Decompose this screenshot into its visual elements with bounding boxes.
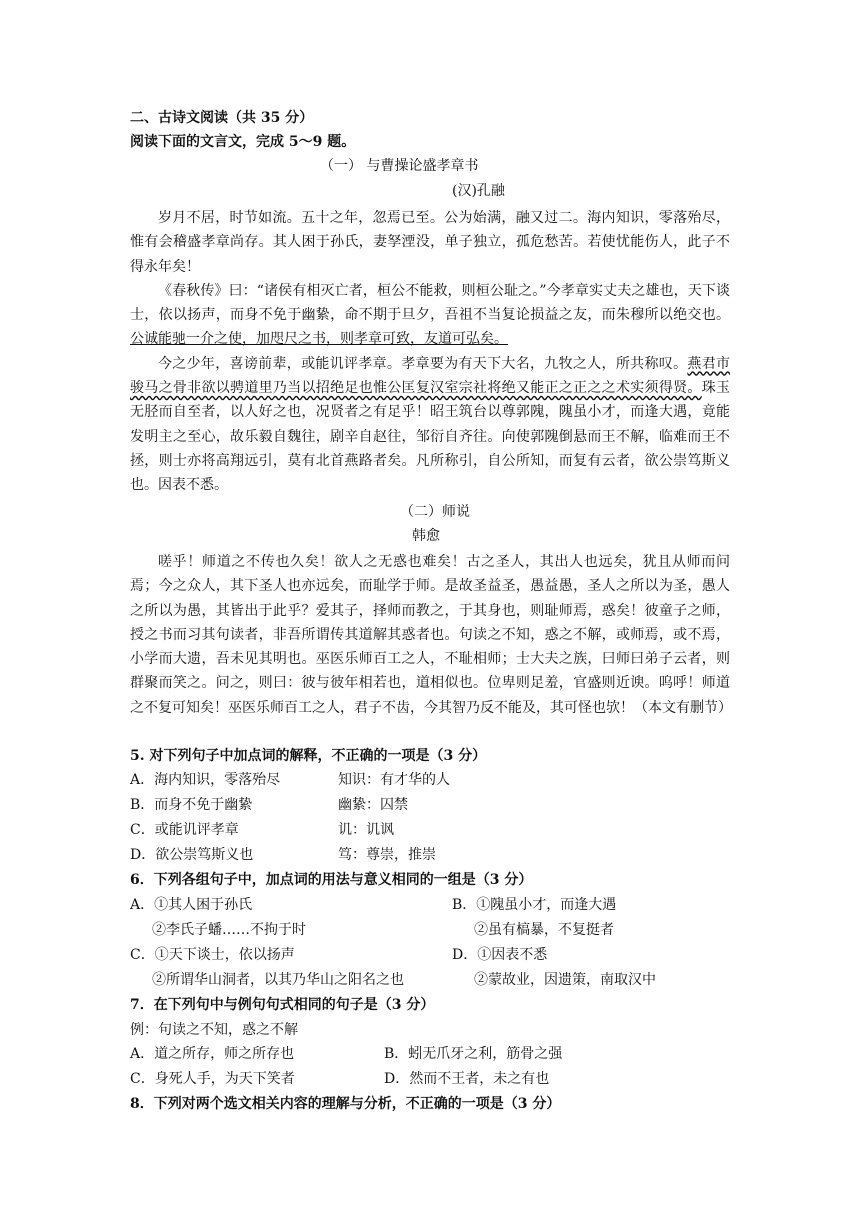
q5-option-b-gloss: 幽絷：囚禁 bbox=[338, 797, 408, 813]
q8-stem: 8．下列对两个选文相关内容的理解与分析，不正确的一项是（3 分） bbox=[130, 1096, 561, 1112]
q6-option-d-1: D．①因表不悉 bbox=[452, 947, 548, 963]
q6-option-a-1: A．①其人困于孙氏 bbox=[130, 897, 253, 913]
q6-option-a-2: ②李氏子蟠……不拘于时 bbox=[152, 922, 306, 938]
q7-option-b: B．蚓无爪牙之利，筋骨之强 bbox=[384, 1046, 563, 1062]
q5-option-d: D．欲公崇笃斯义也 bbox=[130, 847, 254, 863]
text1-paragraph-3-text: 今之少年，喜谤前辈，或能讥评孝章。孝章要为有天下大名，九牧之人，所共称叹。 bbox=[158, 355, 688, 372]
text1-paragraph-1: 岁月不居，时节如流。五十之年，忽焉已至。公为始满，融又过二。海内知识，零落殆尽，惟有会稽盛孝章尚存。其人困于孙氏，妻孥湮没，单子独立，孤危愁苦。若使忧能伤人，此子不得永年矣！ bbox=[130, 210, 730, 275]
text2-paragraph-1: 嗟乎！师道之不传也久矣！欲人之无惑也难矣！古之圣人，其出人也远矣，犹且从师而问焉；今之众人，其下圣人也亦远矣，而耻学于师。是故圣益圣，愚益愚，圣人之所以为圣，愚人之所以为愚，其皆出于此乎？爱其子，择师而教之，于其身也，则耻师焉，惑矣！彼童子之师，授之书而习其句读者，非吾所谓传其道解其惑者也。句读之不知，惑之不解，或师焉，或不焉，小学而大遗，吾未见其明也。巫医乐师百工之人，不耻相师；士大夫之族，曰师曰弟子云者，则群聚而笑之。问之，则曰：彼与彼年相若也，道相似也。位卑则足羞，官盛则近谀。呜呼！师道之不复可知矣！巫医乐师百工之人，君子不齿，今其智乃反不能及，其可怪也欤！（本文有删节） bbox=[130, 554, 732, 716]
q7-example: 例：句读之不知，惑之不解 bbox=[130, 1022, 298, 1038]
text2-title: （二）师说 bbox=[400, 504, 470, 520]
q6-option-b-2: ②虽有槁暴，不复挺者 bbox=[474, 922, 614, 938]
text2-author: 韩愈 bbox=[412, 528, 440, 544]
q7-option-d: D．然而不王者，未之有也 bbox=[384, 1071, 550, 1087]
q5-option-d-gloss: 笃：尊崇，推崇 bbox=[338, 847, 436, 863]
q7-option-a: A．道之所存，师之所存也 bbox=[130, 1046, 295, 1062]
text1-body bbox=[130, 206, 730, 498]
q5-option-c-gloss: 讥：讥讽 bbox=[338, 822, 394, 838]
text2-body bbox=[130, 550, 730, 720]
q6-stem: 6．下列各组句子中，加点词的用法与意义相同的一组是（3 分） bbox=[130, 872, 533, 888]
q5-option-a: A．海内知识，零落殆尽 bbox=[130, 772, 281, 788]
q6-option-c-1: C．①天下谈士，依以扬声 bbox=[130, 947, 295, 963]
section-title: 二、古诗文阅读（共 35 分） bbox=[130, 110, 314, 126]
text1-underlined-sentence: 公诚能驰一介之使，加咫尺之书，则孝章可致，友道可弘矣。 bbox=[130, 331, 508, 348]
q5-stem: 5. 对下列句子中加点词的解释，不正确的一项是（3 分） bbox=[130, 748, 487, 764]
q7-stem: 7．在下列句中与例句句式相同的句子是（3 分） bbox=[130, 997, 435, 1013]
text1-title: （一） 与曹操论盛孝章书 bbox=[320, 158, 479, 174]
q6-option-c-2: ②所谓华山洞者，以其乃华山之阳名之也 bbox=[152, 972, 404, 988]
q6-option-d-2: ②蒙故业，因遗策，南取汉中 bbox=[474, 972, 656, 988]
q5-option-c: C．或能讥评孝章 bbox=[130, 822, 239, 838]
q7-option-c: C．身死人手，为天下笑者 bbox=[130, 1071, 295, 1087]
text1-paragraph-2-text: 《春秋传》曰：“诸侯有相灭亡者，桓公不能救，则桓公耻之。”今孝章实丈夫之雄也，天下谈士，依以扬声，而身不免于幽絷，命不期于旦夕，吾祖不当复论损益之友，而朱穆所以绝交也。 bbox=[130, 282, 730, 324]
text1-paragraph-3-rest: 珠玉无胫而自至者，以人好之也，况贤者之有足乎！昭王筑台以尊郭隗，隗虽小才，而逢大遇，竟能发明主之至心，故乐毅自魏往，剧辛自赵往，邹衍自齐往。向使郭隗倒悬而王不解，临难而王不拯，则士亦将高翔远引，莫有北首燕路者矣。凡所称引，自公所知，而复有云者，欲公崇笃斯义也。因表不悉。 bbox=[130, 380, 731, 494]
section-instruction: 阅读下面的文言文，完成 5～9 题。 bbox=[130, 134, 356, 150]
q5-option-a-gloss: 知识：有才华的人 bbox=[338, 772, 450, 788]
text1-author: (汉)孔融 bbox=[452, 183, 505, 199]
text1-wavy-sentence: 燕君市骏马之骨非欲以骋道里乃当以招绝足也惟公匡复汉室宗社将绝又能正之正之之术实须得贤。 bbox=[130, 355, 731, 397]
text1-paragraph-3 bbox=[130, 352, 730, 498]
q6-option-b-1: B．①隗虽小才，而逢大遇 bbox=[452, 897, 617, 913]
q5-option-b: B．而身不免于幽絷 bbox=[130, 797, 253, 813]
text1-paragraph-2 bbox=[130, 279, 730, 352]
